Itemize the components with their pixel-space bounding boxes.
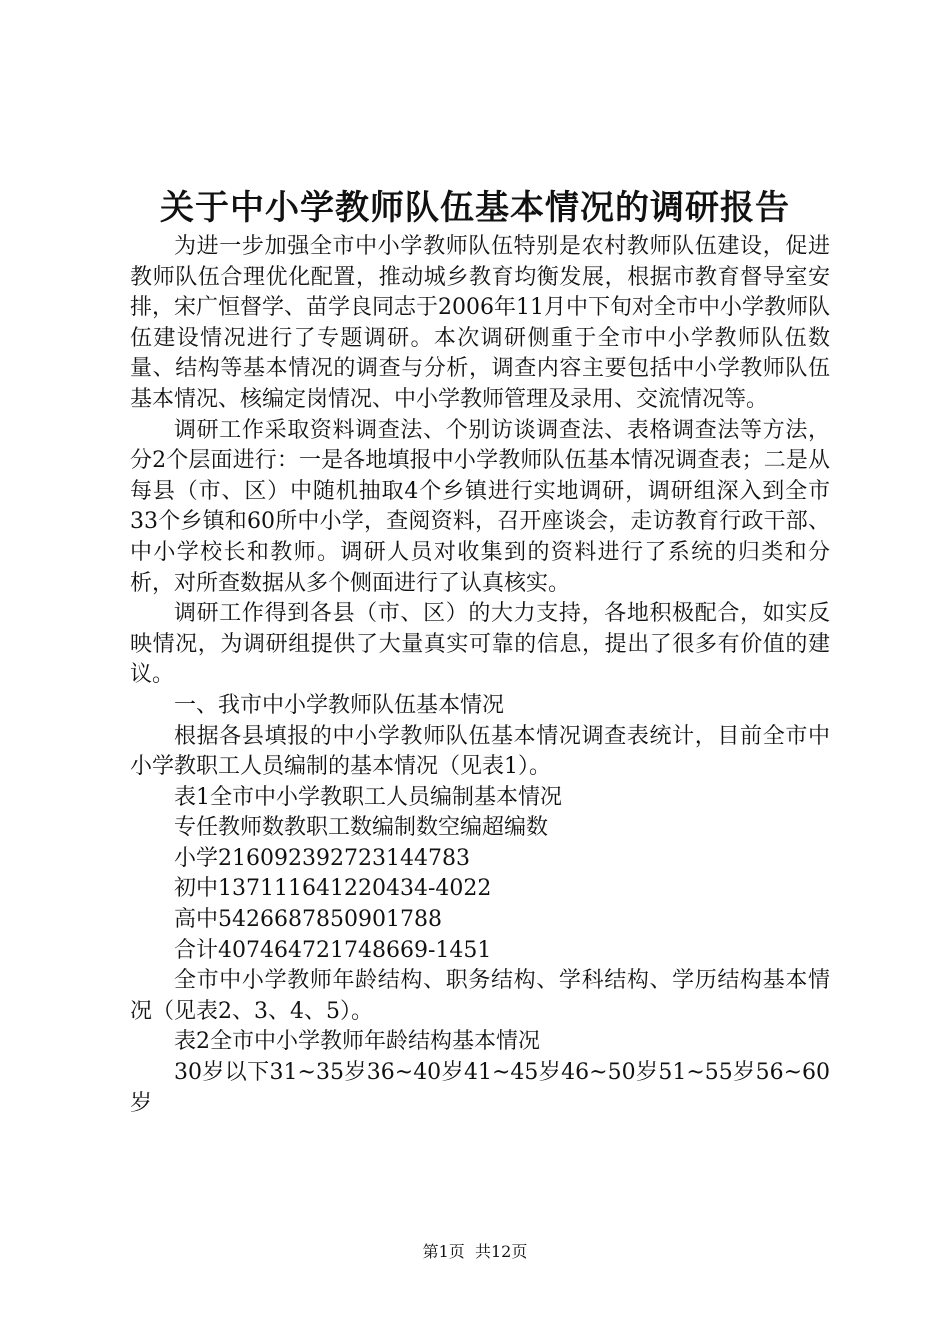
paragraph-structure: 全市中小学教师年龄结构、职务结构、学科结构、学历结构基本情况（见表2、3、4、5）。 <box>130 968 830 1024</box>
table-1-row-total: 合计407464721748669-1451 <box>174 937 492 963</box>
page-number: 第1页 <box>422 1242 465 1261</box>
section-heading-1: 一、我市中小学教师队伍基本情况 <box>174 692 505 718</box>
table-2-header-row: 30岁以下31~35岁36~40岁41~45岁46~50岁51~55岁56~60岁 <box>130 1060 830 1116</box>
paragraph-intro: 为进一步加强全市中小学教师队伍特别是农村教师队伍建设，促进教师队伍合理优化配置，推动城乡教育均衡发展，根据市教育督导室安排，宋广恒督学、苗学良同志于2006年11月中下旬对全市中小学教师队伍建设情况进行了专题调研。本次调研侧重于全市中小学教师队伍数量、结构等基本情况的调查与分析，调查内容主要包括中小学教师队伍基本情况、核编定岗情况、中小学教师管理及录用、交流情况等。 <box>130 234 830 412</box>
page-total: 共12页 <box>474 1242 528 1261</box>
page-title: 关于中小学教师队伍基本情况的调研报告 <box>160 188 790 228</box>
table-1-row-junior: 初中137111641220434-4022 <box>174 876 492 902</box>
document-body <box>130 232 830 1119</box>
paragraph-statistics: 根据各县填报的中小学教师队伍基本情况调查表统计，目前全市中小学教职工人员编制的基本情况（见表1）。 <box>130 723 830 780</box>
paragraph-support: 调研工作得到各县（市、区）的大力支持，各地积极配合，如实反映情况，为调研组提供了大量真实可靠的信息，提出了很多有价值的建议。 <box>130 601 830 688</box>
table-2-caption: 表2全市中小学教师年龄结构基本情况 <box>174 1029 540 1055</box>
table-1-row-senior: 高中5426687850901788 <box>174 907 442 933</box>
table-1-header-row: 专任教师数教职工数编制数空编超编数 <box>174 815 549 841</box>
table-1-caption: 表1全市中小学教职工人员编制基本情况 <box>174 784 562 810</box>
table-1-row-primary: 小学216092392723144783 <box>174 845 470 871</box>
page-footer <box>0 1240 950 1264</box>
paragraph-methods: 调研工作采取资料调查法、个别访谈调查法、表格调查法等方法，分2个层面进行：一是各地填报中小学教师队伍基本情况调查表；二是从每县（市、区）中随机抽取4个乡镇进行实地调研，调研组深入到全市33个乡镇和60所中小学，查阅资料，召开座谈会，走访教育行政干部、中小学校长和教师。调研人员对收集到的资料进行了系统的归类和分析，对所查数据从多个侧面进行了认真核实。 <box>130 417 830 596</box>
